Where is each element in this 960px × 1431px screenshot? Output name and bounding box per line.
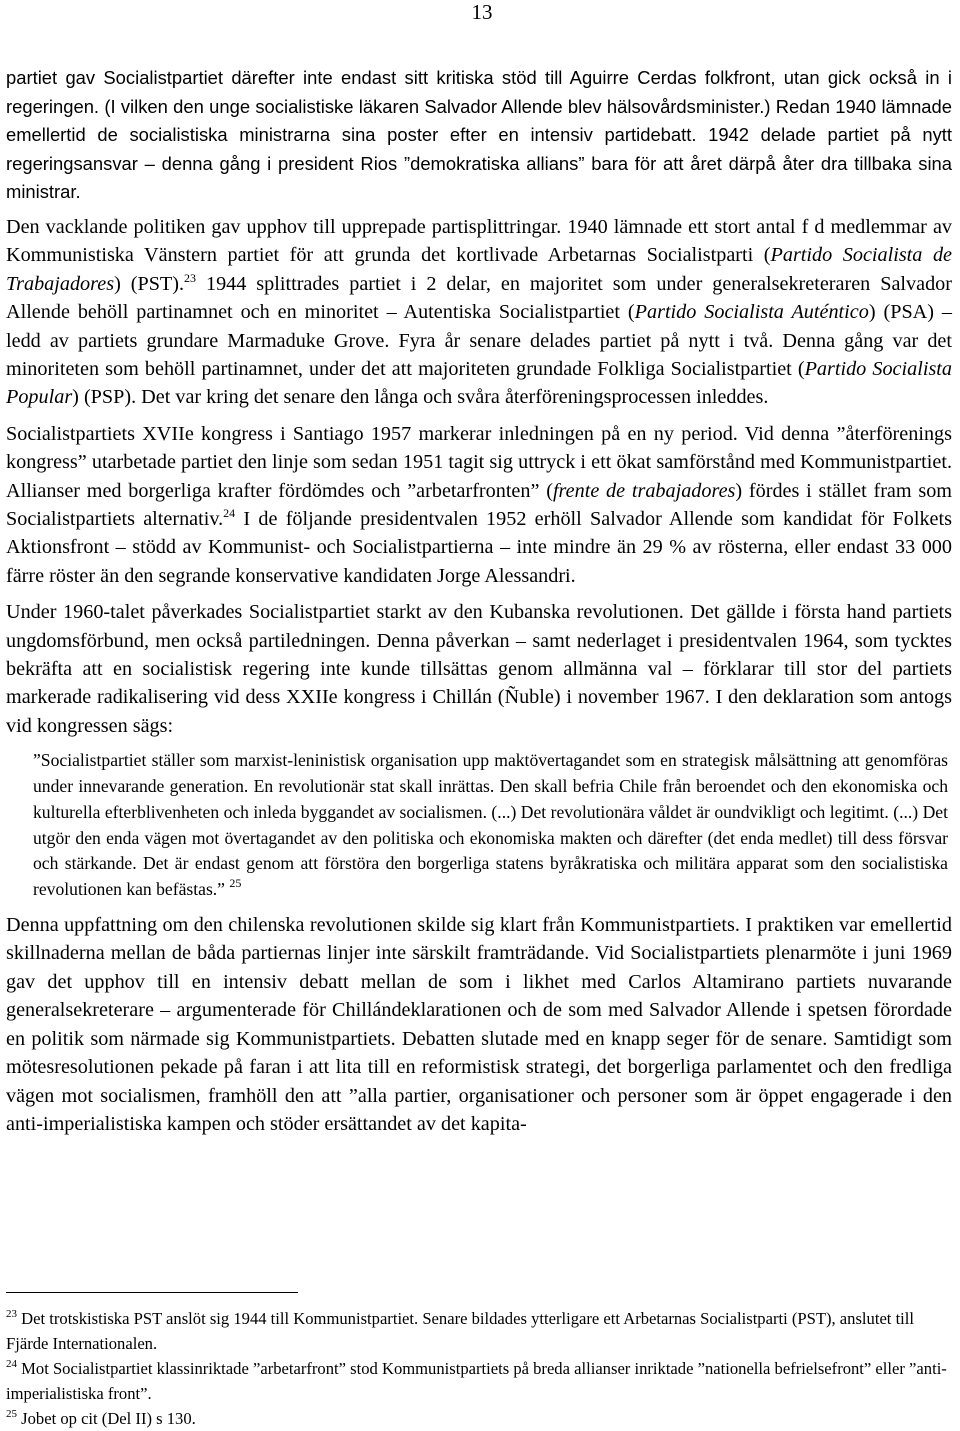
paragraph-3-text-a: Socialistpartiets XVIIe kongress i Santiago 1957 markerar inledningen på en ny period. Vid denna ”återförenings kongress” utarbetade partiet den linje som sedan 1951 tagit sig uttryck i ett ökat samförstånd med Kommunistpartiet. Allianser med borgerliga krafter fördömdes och ”arbetarfronten” ( [6, 422, 952, 502]
paragraph-2-text-b: ) (PST). [114, 272, 185, 295]
footnote-text: Det trotskistiska PST anslöt sig 1944 till Kommunistpartiet. Senare bildades ytterligare ett Arbetarnas Socialistparti (PST), anslutet till Fjärde Internationalen. [6, 1309, 915, 1353]
paragraph-2-text-e: ) (PSP). Det var kring det senare den långa och svåra återföreningsprocessen inleddes. [72, 386, 769, 409]
party-name-psp: Partido Socialista Popular [6, 358, 952, 409]
paragraph-3 [6, 420, 952, 590]
party-name-pst: Partido Socialista de Trabajadores [6, 244, 953, 295]
footnote-divider [6, 1292, 298, 1293]
block-quote-text: ”Socialistpartiet ställer som marxist-leninistisk organisation upp maktövertagandet som en strategisk målsättning att genomföras under innevarande generation. En revolutionär stat skall inrättas. Den skall befria Chile från beroendet och den ekonomiska och kulturella efterblivenheten och inleda byggandet av socialismen. (...) Det revolutionära våldet är oundvikligt och legitimt. (...) Det utgör den enda vägen mot övertagandet av den politiska och ekonomiska makten och därefter (det enda medlet) till dess försvar och stärkande. Det är endast genom att förstöra den borgerliga statens byråkratiska och militära apparat som den socialistiska revolutionen kan befästas.” [33, 750, 948, 900]
paragraph-5: Denna uppfattning om den chilenska revolutionen skilde sig klart från Kommunistpartiets. I praktiken var emellertid skillnaderna mellan de båda partiernas linjer inte särskilt framträdande. Vid Socialistpartiets plenarmöte i juni 1969 gav det upphov till en intensiv debatt mellan de som i likhet med Carlos Altamirano partiets nuvarande generalsekreterare – argumenterade för Chillándeklarationen och de som med Salvador Allende i spetsen förordade en politik som närmade sig Kommunistpartiets. Debatten slutade med en knapp seger för de senare. Samtidigt som mötesresolutionen pekade på faran i att lita till en reformistisk strategi, det borgerliga parlamentet och den fredliga vägen mot socialismen, framhöll den att ”alla partier, organisationer och personer som är öppet engagerade i den anti-imperialistiska kampen och stöder ersättandet av det kapita- [6, 914, 952, 1135]
paragraph-2-text-c: 1944 splittrades partiet i 2 delar, en majoritet som under generalsekreteraren Salvador Allende behöll partinamnet och en minoritet – Autentiska Socialistpartiet ( [6, 272, 952, 324]
block-quote [6, 748, 952, 903]
footnote-ref-24[interactable]: 24 [223, 506, 236, 521]
footnote-23 [6, 1306, 952, 1356]
page-number: 13 [471, 0, 493, 24]
paragraph-2 [6, 213, 952, 412]
footnote-number: 23 [6, 1308, 17, 1320]
footnote-text: Mot Socialistpartiet klassinriktade ”arbetarfront” stod Kommunistpartiets på breda allianser inriktade ”nationella befrielsefront” eller ”anti-imperialistiska front”. [6, 1359, 947, 1403]
paragraph-3-text-b: ) fördes i stället fram som Socialistpartiets alternativ. [6, 479, 952, 531]
footnote-number: 25 [6, 1408, 17, 1420]
paragraph-1: partiet gav Socialistpartiet därefter inte endast sitt kritiska stöd till Aguirre Cerdas folkfront, utan gick också in i regeringen. (I vilken den unge socialistiske läkaren Salvador Allende blev hälsovårdsminister.) Redan 1940 lämnade emellertid de socialistiska ministrarna sina poster efter en intensiv partidebatt. 1942 delade partiet på nytt regeringsansvar – denna gång i president Rios ”demokratiska allians” bara för att året därpå åter dra tillbaka sina ministrar. [6, 67, 952, 203]
footnote-ref-23[interactable]: 23 [184, 270, 197, 285]
paragraph-2-text-a: Den vacklande politiken gav upphov till upprepade partisplittringar. 1940 lämnade ett stort antal f d medlemmar av Kommunistiska Vänstern partiet för att grunda det kortlivade Arbetarnas Socialistparti ( [6, 215, 952, 267]
party-name-psa: Partido Socialista Auténtico [634, 301, 869, 324]
paragraph-3-text-c: I de följande presidentvalen 1952 erhöll Salvador Allende som kandidat för Folkets Aktionsfront – stödd av Kommunist- och Socialistpartierna – inte mindre än 29 % av rösterna, eller endast 33 000 färre röster än den segrande konservative kandidaten Jorge Alessandri. [6, 508, 952, 587]
body-text [6, 64, 952, 1138]
footnote-24 [6, 1356, 952, 1406]
footnote-25 [6, 1406, 952, 1431]
footnotes [6, 1306, 952, 1431]
footnote-text: Jobet op cit (Del II) s 130. [17, 1409, 196, 1428]
footnote-number: 24 [6, 1358, 17, 1370]
footnote-ref-25[interactable]: 25 [229, 876, 242, 891]
paragraph-2-text-d: ) (PSA) – ledd av partiets grundare Marmaduke Grove. Fyra år senare delades partiet på nytt i två. Denna gång var det minoriteten som behöll partinamnet, under det att majoriteten grundade Folkliga Socialistpartiet ( [6, 301, 953, 380]
paragraph-4: Under 1960-talet påverkades Socialistpartiet starkt av den Kubanska revolutionen. Det gällde i första hand partiets ungdomsförbund, men också partiledningen. Denna påverkan – samt nederlaget i presidentvalen 1964, som tycktes bekräfta att en socialistisk regering inte kunde tillsättas genom allmänna val – förklarar till stor del partiets markerade radikalisering vid dess XXIIe kongress i Chillán (Ñuble) i november 1967. I den deklaration som antogs vid kongressen sägs: [6, 601, 952, 737]
frente-de-trabajadores: frente de trabajadores [552, 479, 736, 502]
